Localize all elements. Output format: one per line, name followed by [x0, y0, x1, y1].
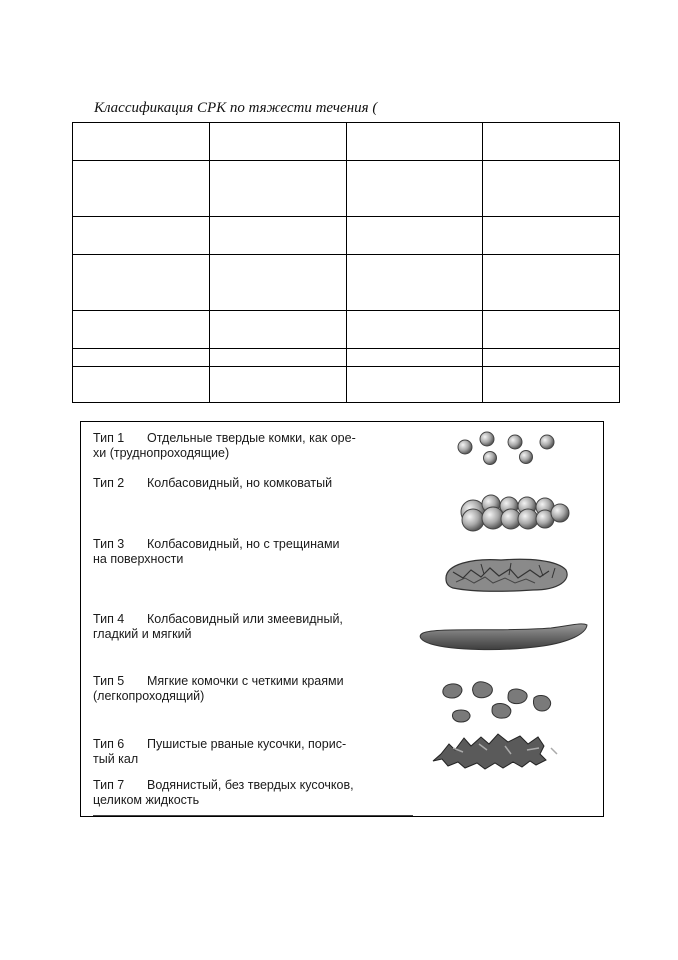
table-cell — [483, 349, 620, 367]
table-cell — [483, 123, 620, 161]
table-cell — [209, 123, 346, 161]
table-row — [73, 367, 620, 403]
type-label: Тип 4 — [93, 612, 125, 626]
table-cell — [346, 349, 483, 367]
stool-illustrations — [81, 422, 603, 816]
type-description-line1: Колбасовидный, но комковатый — [147, 476, 333, 490]
fluffy-pieces-icon — [433, 734, 557, 769]
type-label: Тип 7 — [93, 778, 125, 792]
table-cell — [346, 255, 483, 311]
table-cell — [346, 161, 483, 217]
table-cell — [483, 311, 620, 349]
table-cell — [483, 367, 620, 403]
type-label: Тип 3 — [93, 537, 125, 551]
table-caption: Классификация СРК по тяжести течения ( — [94, 100, 378, 116]
table-cell — [483, 255, 620, 311]
severity-table — [72, 122, 620, 403]
table-cell — [73, 349, 210, 367]
table-cell — [73, 255, 210, 311]
table-row — [73, 311, 620, 349]
table-cell — [346, 311, 483, 349]
table-cell — [209, 349, 346, 367]
type-description-line1: Колбасовидный, но с трещинами — [147, 537, 340, 551]
type-description-line1: Колбасовидный или змеевидный, — [147, 612, 343, 626]
table-cell — [73, 217, 210, 255]
table-cell — [73, 161, 210, 217]
type-description-line2: на поверхности — [93, 552, 184, 566]
type-description-line2: (легкопроходящий) — [93, 689, 205, 703]
table-cell — [346, 123, 483, 161]
type-description-line1: Отдельные твердые комки, как оре- — [147, 431, 356, 445]
table-row — [73, 217, 620, 255]
table-cell — [346, 367, 483, 403]
type-description-line2: гладкий и мягкий — [93, 627, 192, 641]
type-description-line1: Мягкие комочки с четкими краями — [147, 674, 344, 688]
smooth-snake-icon — [420, 624, 587, 650]
bristol-stool-scale — [80, 421, 604, 817]
table-cell — [209, 367, 346, 403]
soft-blobs-icon — [443, 682, 551, 722]
type-description-line2: целиком жидкость — [93, 793, 200, 807]
type-description-line2: хи (труднопроходящие) — [93, 446, 230, 460]
type-description-line1: Пушистые рваные кусочки, порис- — [147, 737, 347, 751]
table-cell — [209, 217, 346, 255]
table-cell — [209, 255, 346, 311]
table-row — [73, 255, 620, 311]
lumpy-sausage-icon — [461, 495, 569, 531]
type-label: Тип 5 — [93, 674, 125, 688]
table-row — [73, 349, 620, 367]
separate-hard-lumps-icon — [458, 432, 554, 465]
table-cell — [483, 161, 620, 217]
type-label: Тип 2 — [93, 476, 125, 490]
table-cell — [209, 311, 346, 349]
table-cell — [73, 311, 210, 349]
type-label: Тип 1 — [93, 431, 125, 445]
table-cell — [73, 123, 210, 161]
type-label: Тип 6 — [93, 737, 125, 751]
table-cell — [346, 217, 483, 255]
cracked-sausage-icon — [446, 559, 567, 591]
type-description-line1: Водянистый, без твердых кусочков, — [147, 778, 354, 792]
table-row — [73, 161, 620, 217]
table-cell — [209, 161, 346, 217]
table-row — [73, 123, 620, 161]
type-description-line2: тый кал — [93, 752, 139, 766]
table-cell — [73, 367, 210, 403]
table-cell — [483, 217, 620, 255]
